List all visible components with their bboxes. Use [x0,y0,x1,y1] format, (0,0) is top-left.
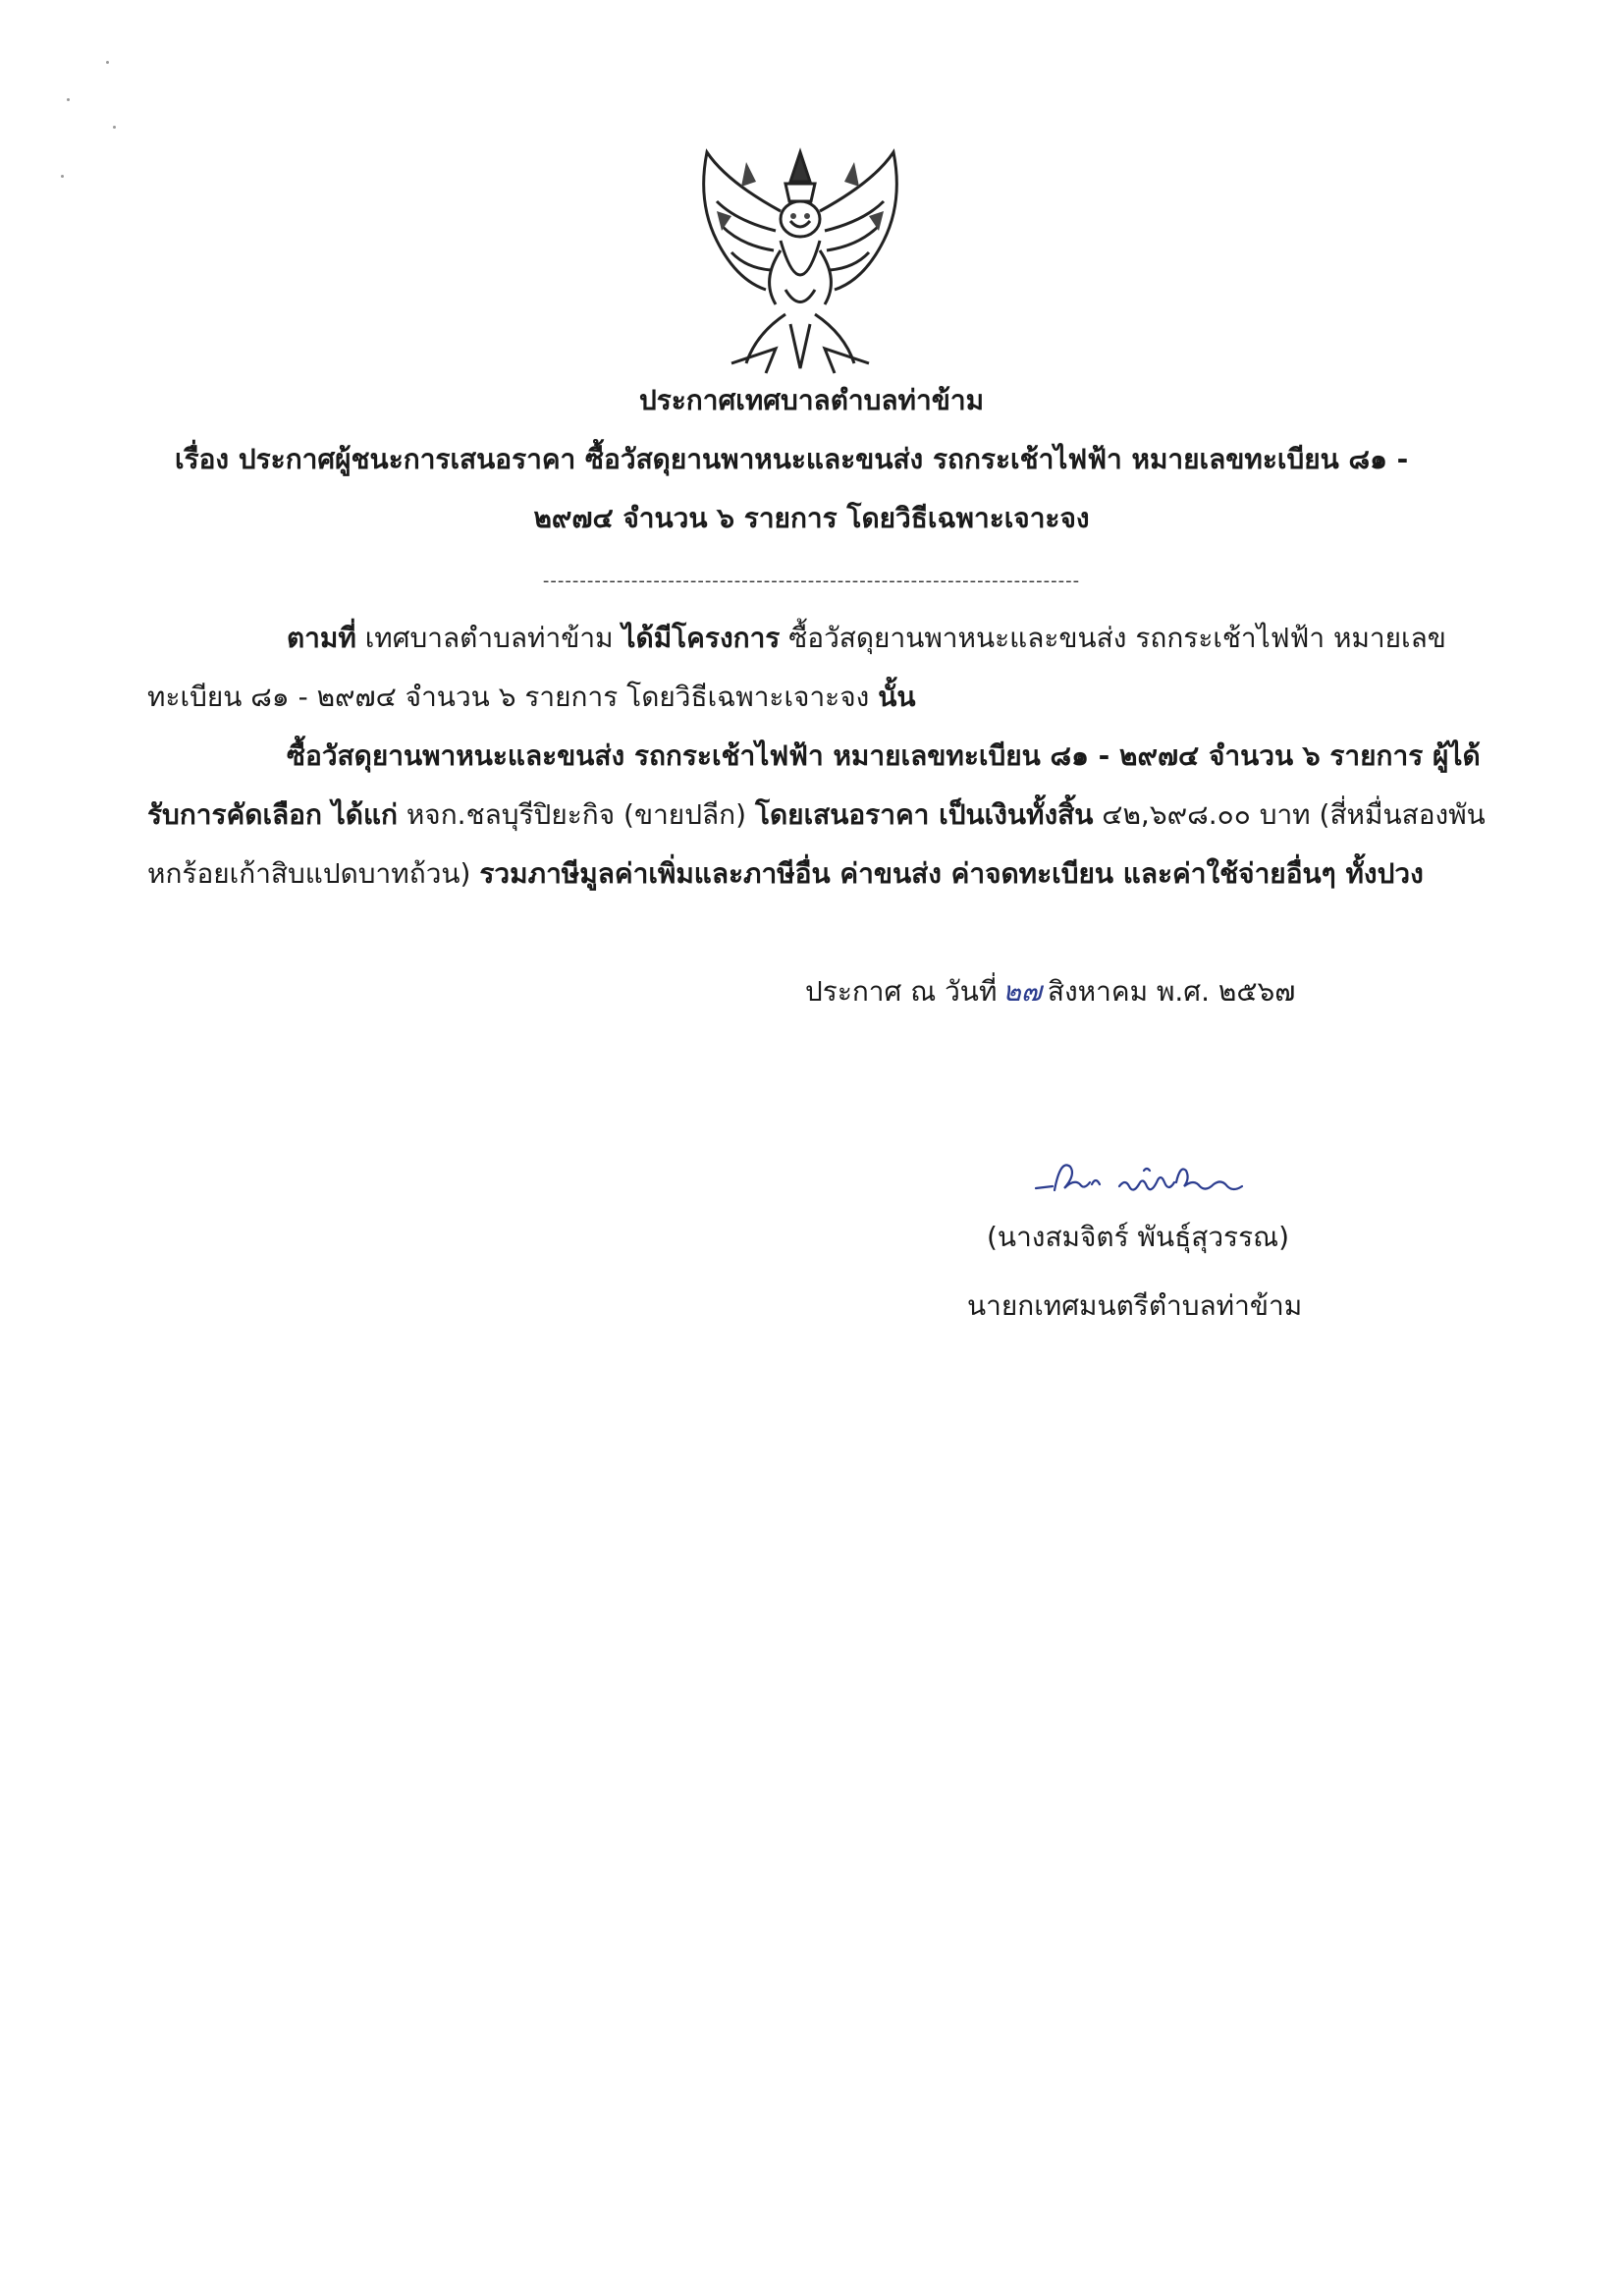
p2-line2-amount: ๔๒,๖๙๘.๐๐ บาท [1093,798,1320,831]
date-prefix: ประกาศ ณ วันที่ [805,975,998,1008]
p2-line1-bold: ผู้ได้ [1433,739,1481,772]
handwritten-signature [1031,1149,1257,1208]
p1-lead: ตามที่ [287,622,356,654]
scan-speck [106,61,109,64]
p1-bold: ได้มีโครงการ [622,622,781,654]
signer-position: นายกเทศมนตรีตำบลท่าข้าม [967,1289,1303,1322]
p2-line3-bold: รวมภาษีมูลค่าเพิ่มและภาษีอื่น ค่าขนส่ง ค่าจดทะเบียน และค่าใช้จ่ายอื่นๆ ทั้งปวง [479,857,1424,890]
p2-line2-bold1: รับการคัดเลือก ได้แก่ [147,798,398,831]
p1-text: เทศบาลตำบลท่าข้าม [355,622,622,654]
subject-line-1: เรื่อง ประกาศผู้ชนะการเสนอราคา ซื้อวัสดุยานพาหนะและขนส่ง รถกระเช้าไฟฟ้า หมายเลขทะเบียน ๘๑ - [175,443,1409,475]
p2-line3-text: หกร้อยเก้าสิบแปดบาทถ้วน) [147,857,480,890]
date-suffix: สิงหาคม พ.ศ. ๒๕๖๗ [1047,975,1296,1008]
paragraph-2-line-1 [287,737,1481,776]
announce-date [805,972,1295,1011]
p1-rest: ซื้อวัสดุยานพาหนะและขนส่ง รถกระเช้าไฟฟ้า หมายเลข [780,622,1446,654]
p2-line1-text: ซื้อวัสดุยานพาหนะและขนส่ง รถกระเช้าไฟฟ้า หมายเลขทะเบียน ๘๑ - ๒๙๗๔ จำนวน ๖ รายการ [287,739,1433,772]
paragraph-1-line-2 [147,678,915,717]
announcement-title: ประกาศเทศบาลตำบลท่าข้าม [638,384,985,416]
paragraph-2-line-2 [147,795,1486,835]
garuda-emblem [687,142,913,378]
scan-speck [113,126,116,129]
paragraph-1-line-1 [287,619,1446,658]
paragraph-2-line-3 [147,854,1424,894]
p2-line2-bold2: โดยเสนอราคา เป็นเงินทั้งสิ้น [754,798,1094,831]
signer-name: (นางสมจิตร์ พันธุ์สุวรรณ) [987,1221,1290,1253]
scan-speck [61,175,64,178]
subject-line-2: ๒๙๗๔ จำนวน ๖ รายการ โดยวิธีเฉพาะเจาะจง [533,502,1090,534]
scan-speck [67,98,70,101]
p2-line2-text: หจก.ชลบุรีปิยะกิจ (ขายปลีก) [397,798,755,831]
separator-line: ------------------------------------------------------------------------- [542,571,1081,591]
p2-line2-paren: (สี่หมื่นสองพัน [1319,798,1486,831]
p1-line2-bold: นั้น [878,681,916,713]
p1-line2-text: ทะเบียน ๘๑ - ๒๙๗๔ จำนวน ๖ รายการ โดยวิธีเฉพาะเจาะจง [147,681,879,713]
date-day-handwritten: ๒๗ [1002,975,1042,1008]
